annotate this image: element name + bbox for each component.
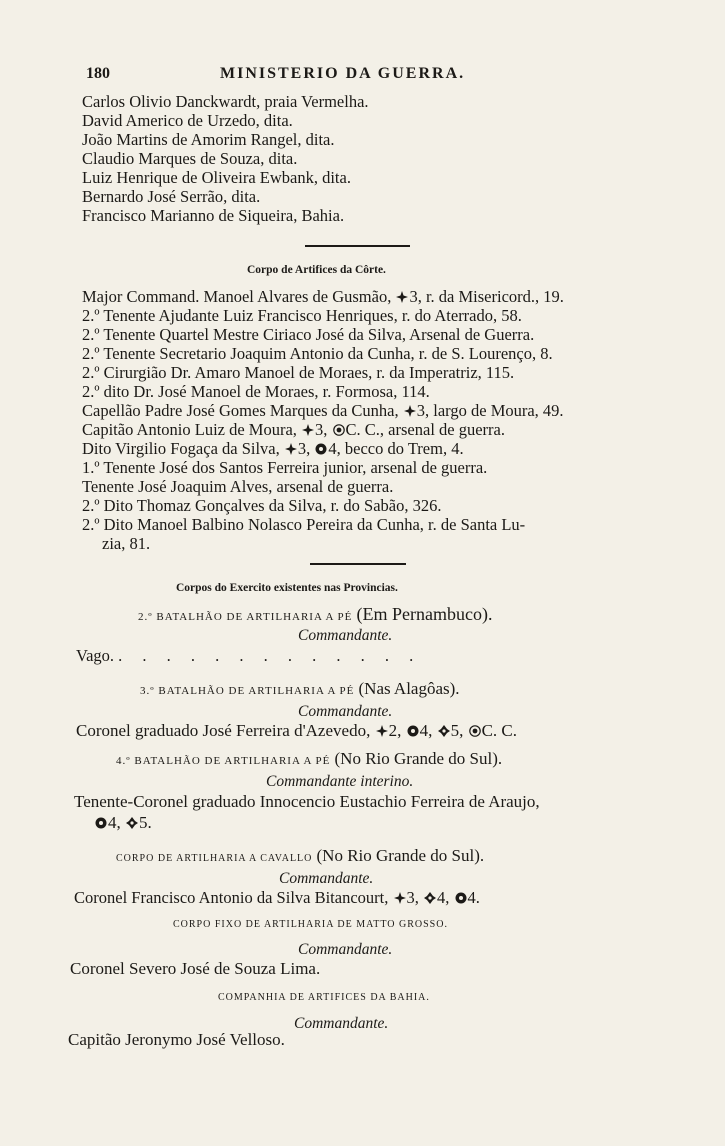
entry-text: Capitão Antonio Luiz de Moura, [82,420,297,439]
entry-text: 3, largo de Moura, 49. [416,401,564,420]
list-item: 2.º Cirurgião Dr. Amaro Manoel de Moraes, r. da Imperatriz, 115. [82,363,515,382]
list-item: Francisco Marianno de Siqueira, Bahia. [82,206,345,225]
list-item [82,422,505,439]
cross-order-icon [376,725,388,737]
cross-order-icon [302,424,314,436]
unit-name: 2.º BATALHÃO DE ARTILHARIA A PÉ [138,611,353,623]
aviz-order-icon [126,817,138,829]
order-grade: 4, [437,888,450,907]
unit-name: CORPO DE ARTILHARIA A CAVALLO [116,853,313,864]
entry-text: Capellão Padre José Gomes Marques da Cunha, [82,401,399,420]
order-grade: 4, [108,813,121,832]
order-grade: 3, [406,888,419,907]
unit-place: (No Rio Grande do Sul). [316,846,485,865]
role-label: Commandante interino. [266,773,414,790]
list-item: João Martins de Amorim Rangel, dita. [82,130,335,149]
aviz-order-icon [438,725,450,737]
rose-order-icon [333,424,345,436]
entry-text: C. C., arsenal de guerra. [345,420,505,439]
list-item: 2.º Tenente Ajudante Luiz Francisco Henriques, r. do Aterrado, 58. [82,306,522,325]
section-heading: Corpos do Exercito existentes nas Provincias. [176,582,398,594]
star-order-icon [95,817,107,829]
cross-order-icon [285,443,297,455]
list-item [82,403,564,420]
role-label: Commandante. [298,627,393,644]
unit-heading: CORPO FIXO DE ARTILHARIA DE MATTO GROSSO. [173,919,448,930]
entry-text: 3, [297,439,311,458]
unit-heading [140,680,460,698]
star-order-icon [455,892,467,904]
order-grade: 2, [388,721,402,740]
role-label: Commandante. [279,870,374,887]
holder-line: Capitão Jeronymo José Velloso. [68,1030,285,1049]
role-label: Commandante. [298,703,393,720]
list-item: 2.º Tenente Secretario Joaquim Antonio da Cunha, r. de S. Lourenço, 8. [82,344,553,363]
holder-line: Tenente-Coronel graduado Innocencio Eustachio Ferreira de Araujo, [74,792,540,811]
list-item: 2.º Tenente Quartel Mestre Ciriaco José da Silva, Arsenal de Guerra. [82,325,535,344]
order-grade: C. C. [481,721,518,740]
star-order-icon [407,725,419,737]
list-item: 2.º Dito Thomaz Gonçalves da Silva, r. do Sabão, 326. [82,496,442,515]
unit-name: 4.º BATALHÃO DE ARTILHARIA A PÉ [116,755,331,767]
list-item: Luiz Henrique de Oliveira Ewbank, dita. [82,168,351,187]
entry-text: 3, r. da Misericord., 19. [409,287,564,306]
holder-name: Coronel graduado José Ferreira d'Azevedo, [76,721,371,740]
list-item [82,289,564,306]
list-item: 2.º Dito Manoel Balbino Nolasco Pereira da Cunha, r. de Santa Lu- [82,515,526,534]
section-divider [305,245,410,247]
leader-dots: . . . . . . . . . . . . . [118,646,422,665]
order-grade: 5. [139,813,152,832]
cross-order-icon [396,291,408,303]
cross-order-icon [404,405,416,417]
holder-name: Coronel Francisco Antonio da Silva Bitancourt, [74,888,389,907]
star-order-icon [315,443,327,455]
order-grade: 4. [467,888,480,907]
order-grade: 5, [450,721,464,740]
order-grade: 4, [419,721,433,740]
holder-line [76,722,517,739]
unit-place: (Em Pernambuco). [356,604,493,624]
unit-heading [138,605,492,624]
holder-line [74,890,480,907]
unit-heading: COMPANHIA DE ARTIFICES DA BAHIA. [218,992,430,1003]
cross-order-icon [394,892,406,904]
section-divider [310,563,406,565]
holder-orders [94,814,152,831]
list-item: Claudio Marques de Souza, dita. [82,149,298,168]
unit-name: 3.º BATALHÃO DE ARTILHARIA A PÉ [140,685,355,697]
list-item: Tenente José Joaquim Alves, arsenal de guerra. [82,477,394,496]
aviz-order-icon [424,892,436,904]
role-label: Commandante. [294,1015,389,1032]
entry-text: 3, [315,420,328,439]
page-number: 180 [86,65,110,82]
list-item: Bernardo José Serrão, dita. [82,187,261,206]
list-item: 1.º Tenente José dos Santos Ferreira junior, arsenal de guerra. [82,458,488,477]
list-item: David Americo de Urzedo, dita. [82,111,293,130]
list-item: Carlos Olivio Danckwardt, praia Vermelha. [82,92,369,111]
unit-place: (Nas Alagôas). [358,679,460,698]
entry-text: 4, becco do Trem, 4. [328,439,464,458]
entry-text: Major Command. Manoel Alvares de Gusmão, [82,287,392,306]
unit-place: (No Rio Grande do Sul). [334,749,503,768]
list-item: 2.º dito Dr. José Manoel de Moraes, r. Formosa, 114. [82,382,430,401]
entry-text: Dito Virgilio Fogaça da Silva, [82,439,280,458]
holder-line: Coronel Severo José de Souza Lima. [70,959,321,978]
rose-order-icon [469,725,481,737]
unit-heading [116,750,502,768]
section-heading: Corpo de Artifices da Côrte. [247,264,386,276]
page-title: MINISTERIO DA GUERRA. [220,65,466,82]
holder-line [76,648,421,665]
list-item: zia, 81. [102,534,151,553]
holder-name: Vago. [76,646,115,665]
role-label: Commandante. [298,941,393,958]
list-item [82,441,464,458]
unit-heading [116,847,484,865]
